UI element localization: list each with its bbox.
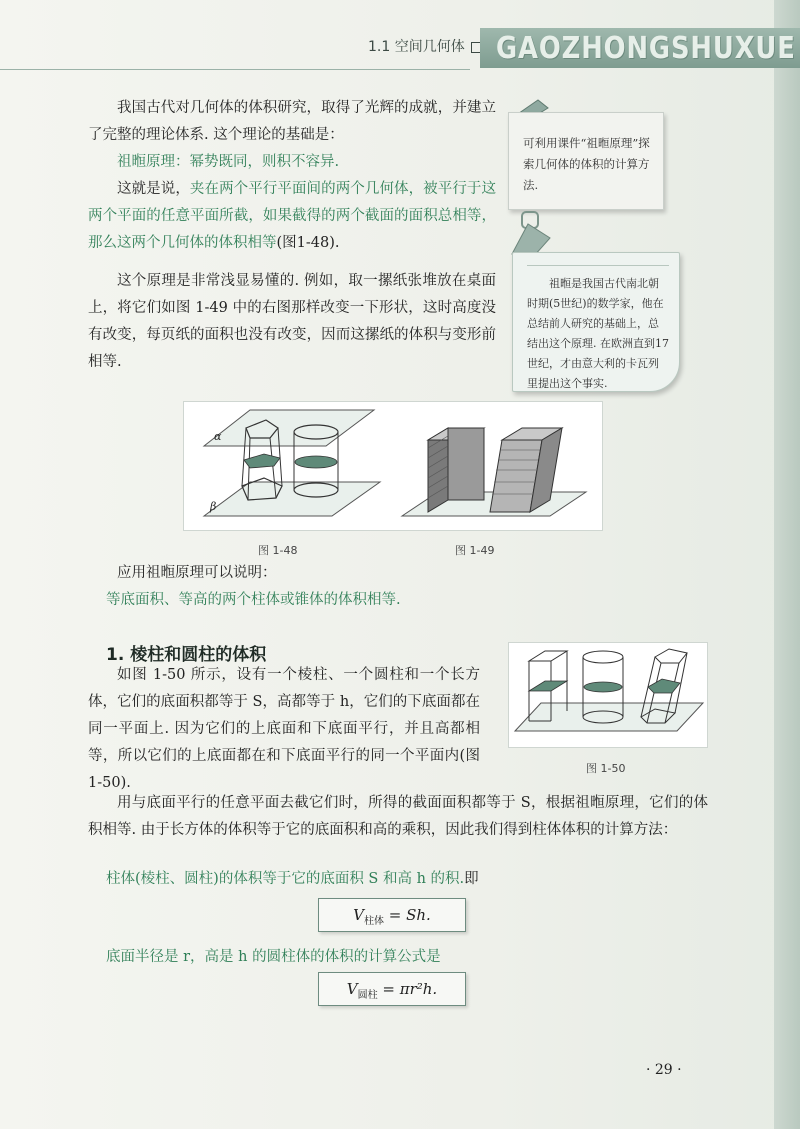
caption-figure-1-49: 图 1-49 <box>455 544 495 557</box>
section-title: 1.1 空间几何体 <box>368 36 482 56</box>
paragraph-7: 柱体(棱柱、圆柱)的体积等于它的底面积 S 和高 h 的积.即 <box>106 871 479 887</box>
paragraph-2: 这就是说，夹在两个平行平面间的两个几何体，被平行于这两个平面的任意平面所截，如果截得的两个截面的面积总相等，那么这两个几何体的体积相等(图1-48). <box>88 181 497 251</box>
page-number: · 29 · <box>646 1062 682 1078</box>
note-rule <box>527 265 669 266</box>
clip-icon <box>508 210 554 258</box>
paragraph-4: 应用祖暅原理可以说明： <box>117 565 277 581</box>
paragraph-3: 这个原理是非常浅显易懂的. 例如，取一摞纸张堆放在桌面上，将它们如图 1-49 中的右图那样改变一下形状，这时高度没有改变，每页纸的面积也没有改变，因而这摞纸的体积与变形前相等. <box>88 273 496 370</box>
alpha-label: α <box>214 430 222 443</box>
sidebar-note-history-text: 祖暅是我国古代南北朝时期(5世纪)的数学家，他在总结前人研究的基础上，总结出这个原理. 在欧洲直到17世纪，才由意大利的卡瓦列里提出这个事实. <box>527 277 669 390</box>
sidebar-note-history <box>512 252 680 392</box>
figure-1-48-1-49-drawing <box>184 402 602 530</box>
formula-cylinder-volume: $V_{圆柱} = \pi r^2h$. <box>318 972 466 1006</box>
zu-geng-principle: 祖暅原理：幂势既同，则积不容异. <box>117 154 340 170</box>
header-rule <box>0 69 470 70</box>
paragraph-6: 用与底面平行的任意平面去截它们时，所得的截面面积都等于 S，根据祖暅原理，它们的体积相等. 由于长方体的体积等于它的底面积和高的乘积，因此我们得到柱体体积的计算方法： <box>88 795 708 838</box>
formula-prism-volume: $V_{柱体} = Sh$. <box>318 898 466 932</box>
principle-explanation: 夹在两个平行平面间的两个几何体，被平行于这两个平面的任意平面所截，如果截得的两个截面的面积总相等，那么这两个几何体的体积相等 <box>88 181 497 251</box>
beta-label: β <box>210 500 217 513</box>
cylinder-formula-intro: 底面半径是 r，高是 h 的圆柱体的体积的计算公式是 <box>106 949 441 965</box>
caption-figure-1-50: 图 1-50 <box>586 762 626 775</box>
edge-band <box>774 0 800 1129</box>
paragraph-5: 如图 1-50 所示，设有一个棱柱、一个圆柱和一个长方体，它们的底面积都等于 S，高都等于 h，它们的下底面都在同一平面上. 因为它们的上底面和下底面平行，并且高都相等，所以它们的上底面都在和下底面平行的同一个平面内(图 1-50). <box>88 667 480 791</box>
section-heading: 1. 棱柱和圆柱的体积 <box>106 645 267 665</box>
plane-beta <box>204 482 380 516</box>
figure-panel-1-50 <box>508 642 708 748</box>
header-banner-text: GAOZHONGSHUXUE <box>496 31 796 66</box>
plane-alpha <box>204 410 374 446</box>
caption-figure-1-48: 图 1-48 <box>258 544 298 557</box>
paragraph-1: 我国古代对几何体的体积研究，取得了光辉的成就，并建立了完整的理论体系. 这个理论的基础是： <box>88 100 496 143</box>
figure-panel-1-48-1-49 <box>183 401 603 531</box>
running-header <box>0 28 800 72</box>
figure-1-50-drawing <box>509 643 707 747</box>
prism-volume-statement: 柱体(棱柱、圆柱)的体积等于它的底面积 S 和高 h 的积. <box>106 871 465 887</box>
equal-volume-statement: 等底面积、等高的两个柱体或锥体的体积相等. <box>106 592 401 608</box>
sidebar-note-courseware: 可利用课件“祖暅原理”探索几何体的体积的计算方法. <box>508 112 664 210</box>
